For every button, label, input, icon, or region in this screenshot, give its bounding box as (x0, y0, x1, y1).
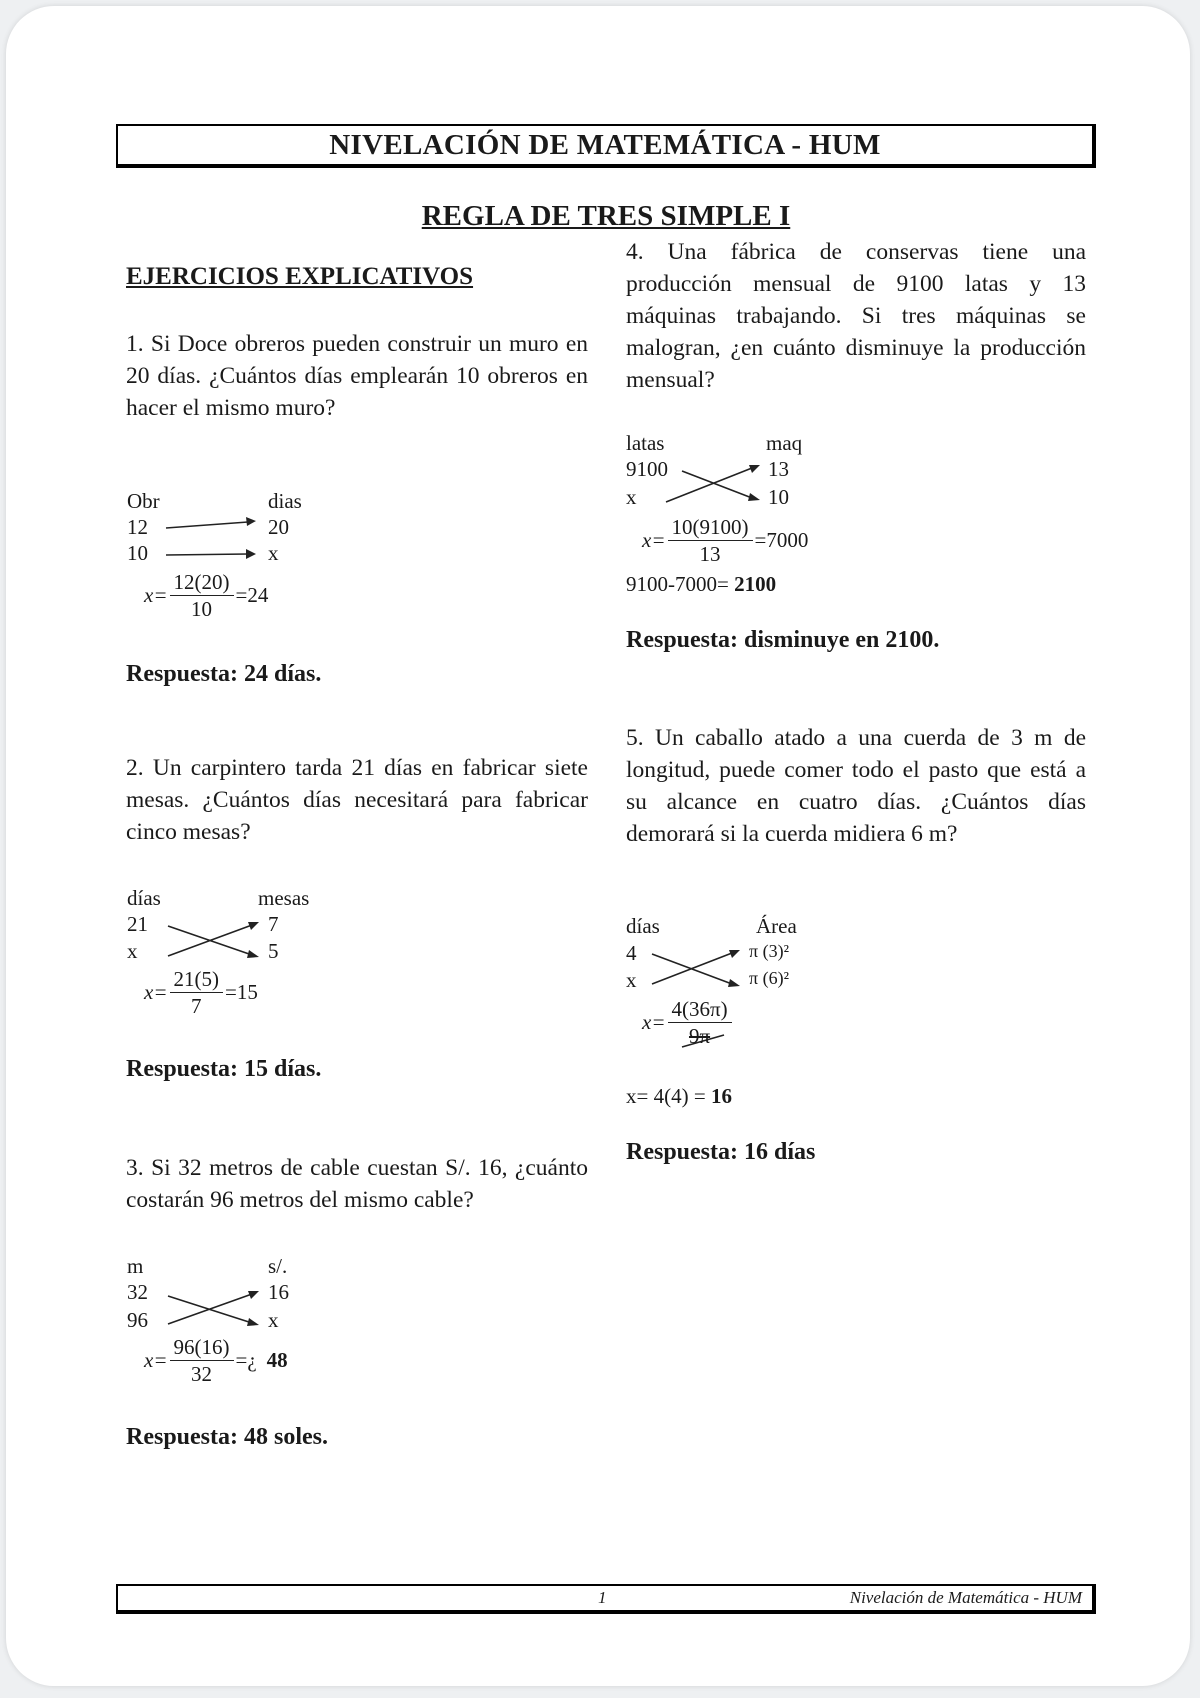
ex5-final-calc (626, 1084, 732, 1109)
ex4-col2-label: maq (766, 431, 803, 455)
ex1-numerator: 12(20) (170, 569, 234, 596)
ex3-denominator: 32 (191, 1362, 212, 1386)
ex3-r1c1: 32 (127, 1280, 148, 1304)
ex3-result-value: 48 (266, 1348, 288, 1372)
ex2-numerator: 21(5) (170, 966, 224, 993)
ex1-denominator: 10 (191, 597, 212, 621)
ex1-x-var: x= (144, 583, 168, 607)
ex4-denominator: 13 (699, 542, 721, 566)
ex4-result: =7000 (754, 528, 809, 552)
ex5-answer: Respuesta: 16 días (626, 1139, 816, 1165)
ex1-r1c2: 20 (268, 515, 289, 539)
ex4-difference-expression: 9100-7000= (626, 572, 735, 596)
ex2-r1c2: 7 (268, 912, 279, 936)
ex5-denominator: 9π (688, 1024, 711, 1048)
ex3-arrowhead-up (248, 1291, 259, 1299)
ex3-r2c1: 96 (127, 1308, 148, 1332)
ex4-arrowhead-up (749, 465, 760, 473)
ex2-col2-label: mesas (258, 886, 310, 910)
ex4-answer: Respuesta: disminuye en 2100. (626, 627, 940, 653)
ex4-difference-value: 2100 (734, 572, 777, 596)
ex4-r2c1: x (626, 485, 637, 509)
ex5-formula (642, 996, 734, 1049)
ex1-r1c1: 12 (127, 515, 148, 539)
ex1-r2c1: 10 (127, 541, 148, 565)
ex5-arrowhead-down (728, 979, 740, 987)
ex1-col2-label: dias (268, 489, 302, 513)
exercise-3-text: 3. Si 32 metros de cable cuestan S/. 16, ¿cuánto costarán 96 metros del mismo cable? (126, 1155, 588, 1213)
ex1-arrow-row1 (166, 522, 248, 528)
footer-box (116, 1584, 1096, 1614)
ex4-arrow-down (682, 471, 752, 498)
exercise-2-text: 2. Un carpintero tarda 21 días en fabricar siete mesas. ¿Cuántos días necesitará para fabricar cinco mesas? (126, 755, 588, 845)
ex4-numerator: 10(9100) (668, 514, 753, 541)
ex2-answer: Respuesta: 15 días. (126, 1056, 322, 1082)
exercise-5-text: 5. Un caballo atado a una cuerda de 3 m de longitud, puede comer todo el pasto que está a su alcance en cuatro días. ¿Cuántos días demorará si la cuerda midiera 6 m? (626, 725, 1086, 847)
ex5-final-expression: x= 4(4) = (626, 1084, 711, 1108)
ex1-arrowhead-row1 (246, 517, 256, 526)
header-title-box (116, 124, 1096, 168)
ex2-r1c1: 21 (127, 912, 148, 936)
ex4-arrow-up (666, 468, 752, 502)
ex3-arrowhead-down (247, 1318, 259, 1326)
section-heading: REGLA DE TRES SIMPLE I (421, 200, 791, 232)
ex1-arrow-row2 (166, 554, 248, 555)
ex1-formula (144, 569, 268, 622)
page-number: 1 (598, 1588, 607, 1607)
ex2-arrowhead-down (247, 950, 259, 958)
ex5-x-var: x= (642, 1010, 666, 1034)
ex2-formula (144, 966, 258, 1019)
ex5-arrowhead-up (729, 950, 740, 958)
ex4-r1c2: 13 (768, 457, 789, 481)
ex3-formula (144, 1334, 288, 1387)
ex4-x-var: x= (642, 528, 666, 552)
ex1-result: =24 (235, 583, 269, 607)
ex3-result: =¿ (235, 1348, 257, 1372)
page-title: NIVELACIÓN DE MATEMÁTICA - HUM (329, 129, 881, 161)
ex1-answer: Respuesta: 24 días. (126, 661, 322, 687)
ex4-r1c1: 9100 (626, 457, 668, 481)
ex5-r2c1: x (626, 968, 637, 992)
ex3-col2-label: s/. (268, 1254, 288, 1278)
ex2-denominator: 7 (191, 994, 202, 1018)
footer-title: Nivelación de Matemática - HUM (849, 1588, 1082, 1607)
ex3-r2c2: x (268, 1308, 279, 1332)
ex3-numerator: 96(16) (170, 1334, 234, 1361)
ex3-col1-label: m (127, 1254, 144, 1278)
ex5-numerator: 4(36π) (668, 996, 732, 1023)
ex5-cross-arrows (6, 6, 7, 7)
exercises-heading: EJERCICIOS EXPLICATIVOS (126, 263, 474, 290)
document-page (6, 6, 1190, 1686)
ex5-final-value: 16 (710, 1084, 732, 1108)
exercise-1-text: 1. Si Doce obreros pueden construir un muro en 20 días. ¿Cuántos días emplearán 10 obreros en hacer el mismo muro? (126, 331, 588, 421)
ex2-r2c1: x (127, 939, 138, 963)
ex5-col2-label: Área (756, 914, 797, 938)
ex1-r2c2: x (268, 541, 279, 565)
ex2-result: =15 (225, 980, 258, 1004)
ex4-r2c2: 10 (768, 485, 789, 509)
ex2-x-var: x= (144, 980, 168, 1004)
ex2-arrowhead-up (248, 922, 259, 930)
ex5-r1c2: π (3)² (749, 941, 789, 961)
ex1-arrowhead-row2 (246, 549, 256, 559)
ex3-r1c2: 16 (268, 1280, 289, 1304)
ex2-col1-label: días (127, 886, 161, 910)
ex3-x-var: x= (144, 1348, 168, 1372)
exercise-4-text: 4. Una fábrica de conservas tiene una producción mensual de 9100 latas y 13 máquinas trabajando. Si tres máquinas se malogran, ¿en cuánto disminuye la producción mensual? (626, 239, 1086, 393)
ex5-col1-label: días (626, 914, 660, 938)
ex4-difference (626, 572, 776, 597)
ex5-r2c2: π (6)² (749, 968, 789, 988)
ex2-r2c2: 5 (268, 939, 279, 963)
ex4-arrowhead-down (748, 493, 760, 501)
ex5-r1c1: 4 (626, 941, 637, 965)
ex4-col1-label: latas (626, 431, 665, 455)
ex4-formula (642, 514, 808, 567)
ex1-col1-label: Obr (127, 489, 160, 513)
ex3-answer: Respuesta: 48 soles. (126, 1424, 328, 1450)
